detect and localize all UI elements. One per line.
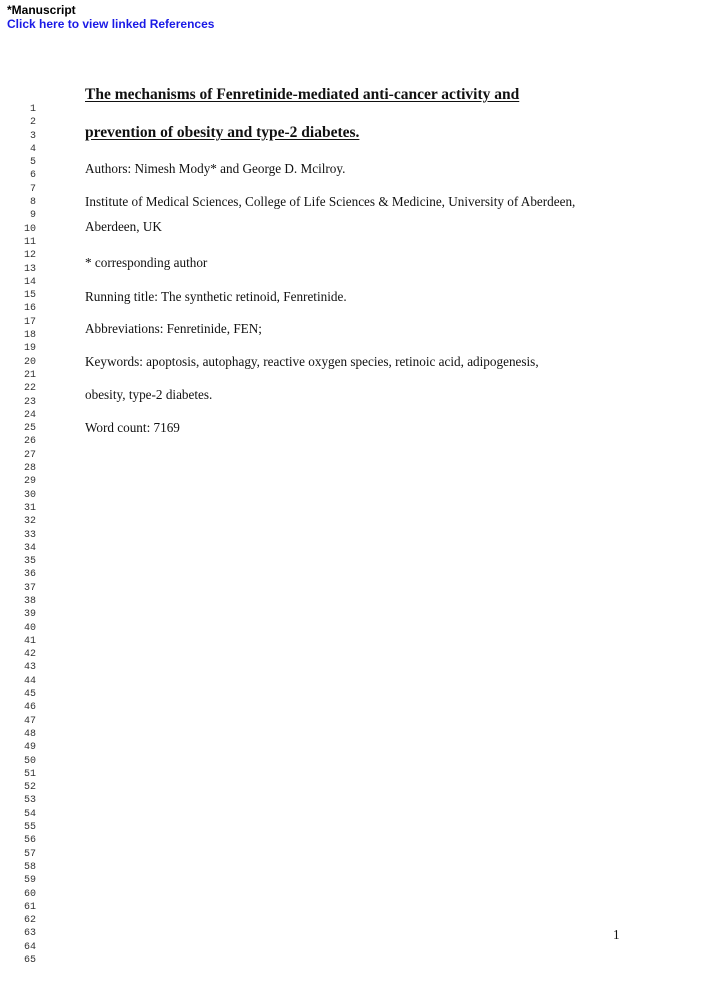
line-number: 25: [23, 423, 36, 435]
line-number: 57: [23, 848, 36, 860]
line-number: 19: [23, 343, 36, 355]
line-number: 52: [23, 782, 36, 794]
line-number: 1: [29, 104, 36, 115]
line-number: 20: [23, 356, 36, 368]
line-number: 33: [23, 529, 36, 541]
line-number: 9: [29, 210, 36, 222]
line-number: 47: [23, 715, 36, 727]
line-number: 29: [23, 476, 36, 488]
line-number: 64: [23, 941, 36, 953]
line-number: 41: [23, 635, 36, 647]
line-number: 34: [23, 542, 36, 554]
line-number: 24: [23, 409, 36, 421]
line-number: 16: [23, 303, 36, 315]
keywords-line-2: obesity, type-2 diabetes.: [85, 387, 213, 402]
line-number: 54: [23, 808, 36, 820]
line-number: 14: [23, 276, 36, 288]
line-number: 40: [23, 622, 36, 634]
line-number: 55: [23, 822, 36, 834]
line-number: 8: [29, 197, 36, 209]
line-number: 6: [29, 170, 36, 182]
line-number: 44: [23, 675, 36, 687]
line-number: 4: [29, 143, 36, 155]
line-number: 63: [23, 928, 36, 940]
affiliation-line-1: Institute of Medical Sciences, College of Life Sciences & Medicine, University of Aberdeen,: [85, 194, 576, 209]
affiliation-line-2: Aberdeen, UK: [85, 219, 162, 234]
line-number: 28: [23, 463, 36, 475]
line-number: 12: [23, 250, 36, 262]
line-number: 11: [23, 236, 36, 248]
line-number: 37: [23, 582, 36, 594]
line-number: 53: [23, 795, 36, 807]
line-number: 15: [23, 290, 36, 302]
line-number: 30: [23, 489, 36, 501]
line-number: 5: [29, 157, 36, 169]
authors-line: Authors: Nimesh Mody* and George D. Mcilroy.: [85, 161, 346, 176]
line-number: 31: [23, 502, 36, 514]
line-number: 59: [23, 875, 36, 887]
keywords-line-1: Keywords: apoptosis, autophagy, reactive oxygen species, retinoic acid, adipogenesis,: [85, 354, 539, 369]
line-number: 36: [23, 569, 36, 581]
line-number: 50: [23, 755, 36, 767]
line-number: 13: [23, 263, 36, 275]
line-number: 58: [23, 861, 36, 873]
line-number: 43: [23, 662, 36, 674]
line-number: 38: [23, 595, 36, 607]
line-number: 65: [23, 955, 36, 966]
line-number: 49: [23, 742, 36, 754]
line-number-gutter: [14, 103, 36, 967]
line-number: 62: [23, 915, 36, 927]
line-number: 60: [23, 888, 36, 900]
line-number: 45: [23, 689, 36, 701]
line-number: 46: [23, 702, 36, 714]
manuscript-label: *Manuscript: [7, 3, 76, 17]
line-number: 2: [29, 117, 36, 129]
corresponding-author-note: * corresponding author: [85, 255, 208, 270]
line-number: 35: [23, 556, 36, 568]
line-number: 7: [29, 183, 36, 195]
line-number: 22: [23, 383, 36, 395]
line-number: 18: [23, 330, 36, 342]
line-number: 51: [23, 768, 36, 780]
word-count: Word count: 7169: [85, 420, 180, 435]
line-number: 32: [23, 516, 36, 528]
line-number: 61: [23, 901, 36, 913]
line-number: 42: [23, 649, 36, 661]
title-line-2: prevention of obesity and type-2 diabetes.: [85, 124, 360, 141]
line-number: 23: [23, 396, 36, 408]
line-number: 56: [23, 835, 36, 847]
line-number: 10: [23, 223, 36, 235]
page-number: 1: [613, 927, 620, 942]
abbreviations: Abbreviations: Fenretinide, FEN;: [85, 321, 262, 336]
line-number: 21: [23, 369, 36, 381]
line-number: 39: [23, 609, 36, 621]
line-number: 26: [23, 436, 36, 448]
line-number: 17: [23, 316, 36, 328]
title-line-1: The mechanisms of Fenretinide-mediated anti-cancer activity and: [85, 86, 520, 103]
running-title: Running title: The synthetic retinoid, Fenretinide.: [85, 289, 347, 304]
view-references-link[interactable]: Click here to view linked References: [7, 17, 215, 31]
line-number: 3: [29, 130, 36, 142]
line-number: 48: [23, 728, 36, 740]
line-number: 27: [23, 449, 36, 461]
